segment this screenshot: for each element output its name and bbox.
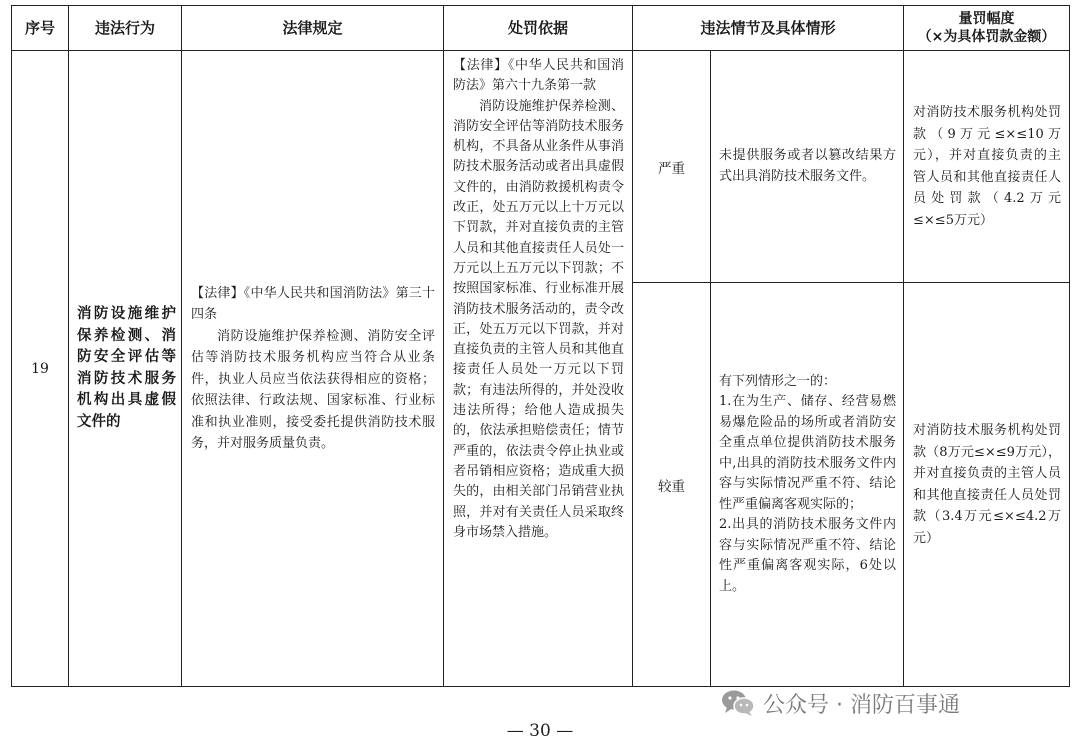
- circumstance-serious-item-1: 1.在为生产、储存、经营易燃易爆危险品的场所或者消防安全重点单位提供消防技术服务中,出具的消防技术服务文件内容与实际情况严重不符、结论性严重偏离客观实际的；: [719, 394, 897, 512]
- row-violation-act: 消防设施维护保养检测、消防安全评估等消防技术服务机构出具虚假文件的: [69, 51, 182, 687]
- level-serious: 较重: [633, 283, 711, 687]
- basis-body: 消防设施维护保养检测、消防安全评估等消防技术服务机构，不具备从业条件从事消防技术服务活动或者出具虚假文件的，由消防救援机构责令改正，处五万元以上十万元以下罚款，并对直接负责的主管人员和其他直接责任人员处一万元以上五万元以下罚款；不按照国家标准、行业标准开展消防技术服务活动的，责令改正，处五万元以下罚款，并对直接负责的主管人员和其他直接责任人员处一万元以下罚款；有违法所得的，并处没收违法所得；给他人造成损失的，依法承担赔偿责任；情节严重的，依法责令停止执业或者吊销相应资格；造成重大损失的，由相关部门吊销营业执照，并对有关责任人员采取终身市场禁入措施。: [453, 98, 624, 540]
- watermark: [721, 684, 960, 722]
- penalty-serious: 对消防技术服务机构处罚款（8万元≤×≤9万元），并对直接负责的主管人员和其他直接责任人员处罚款（3.4万元≤×≤4.2万元）: [904, 283, 1070, 687]
- header-row: [12, 6, 1070, 51]
- header-amount-line2: （×为具体罚款金额）: [917, 29, 1056, 45]
- header-amount: [904, 6, 1070, 51]
- row-legal-provision: [182, 51, 444, 687]
- wechat-icon: [721, 689, 755, 717]
- basis-title: 【法律】《中华人民共和国消防法》第六十九条第一款: [453, 58, 624, 94]
- law-title: 【法律】《中华人民共和国消防法》第三十四条: [191, 285, 435, 322]
- page-number: — 30 —: [506, 721, 574, 741]
- circumstance-severe: [711, 51, 904, 283]
- table-row: [12, 51, 1070, 283]
- header-law: 法律规定: [182, 6, 444, 51]
- header-circumstance: 违法情节及具体情形: [633, 6, 904, 51]
- header-amount-line1: 量罚幅度: [958, 11, 1015, 27]
- row-seq: 19: [12, 51, 69, 687]
- regulation-table: [11, 5, 1070, 687]
- circumstance-serious-intro: 有下列情形之一的：: [719, 373, 837, 389]
- header-seq: 序号: [12, 6, 69, 51]
- penalty-severe: 对消防技术服务机构处罚款（9万元≤×≤10万元），并对直接负责的主管人员和其他直接责任人员处罚款（4.2万元≤×≤5万元）: [904, 51, 1070, 283]
- level-severe: 严重: [633, 51, 711, 283]
- header-act: 违法行为: [69, 6, 182, 51]
- circumstance-severe-line: 未提供服务或者以篡改结果方式出具消防技术服务文件。: [719, 148, 897, 184]
- watermark-text: 公众号 · 消防百事通: [763, 692, 960, 718]
- circumstance-serious-item-2: 2.出具的消防技术服务文件内容与实际情况严重不符、结论性严重偏离客观实际，6处以上。: [719, 517, 897, 594]
- circumstance-serious: [711, 283, 904, 687]
- row-penalty-basis: [444, 51, 633, 687]
- header-basis: 处罚依据: [444, 6, 633, 51]
- law-body: 消防设施维护保养检测、消防安全评估等消防技术服务机构应当符合从业条件，执业人员应当依法获得相应的资格；依照法律、行政法规、国家标准、行业标准和执业准则，接受委托提供消防技术服务，并对服务质量负责。: [191, 328, 435, 451]
